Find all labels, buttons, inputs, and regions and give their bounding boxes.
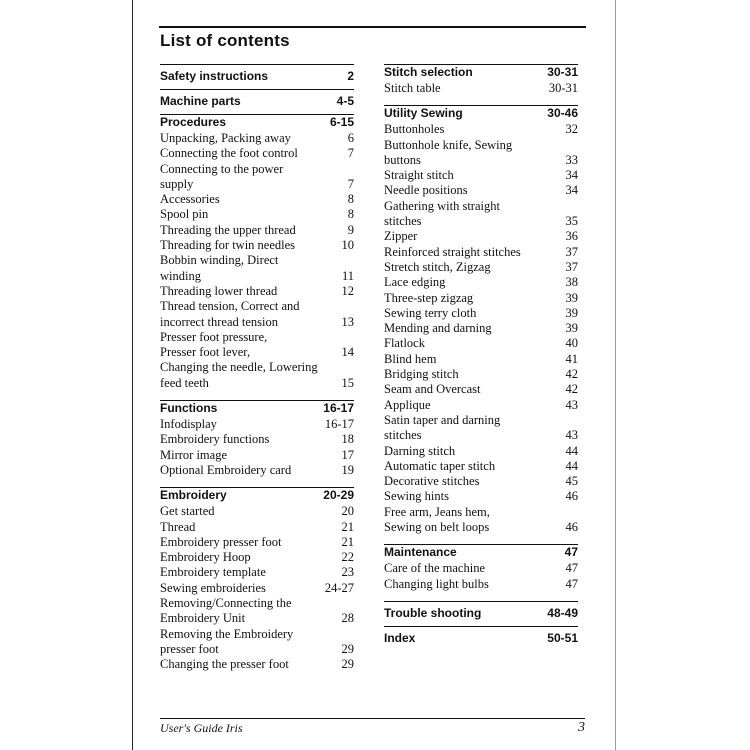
entry-page: 20 <box>341 504 354 519</box>
section-heading-title: Machine parts <box>160 94 241 108</box>
entry-page: 28 <box>341 611 354 626</box>
entry-page: 7 <box>347 146 354 161</box>
entry-page: 39 <box>565 321 578 336</box>
contents-entry <box>384 367 578 382</box>
contents-entry <box>160 177 354 192</box>
entry-text: Presser foot pressure, <box>160 329 268 344</box>
section-heading <box>384 105 578 122</box>
section-heading <box>384 601 578 626</box>
section-heading-title: Embroidery <box>160 488 227 503</box>
entry-text: Sewing hints <box>384 489 449 504</box>
entry-text: winding <box>160 268 201 283</box>
entry-text: Satin taper and darning <box>384 412 501 427</box>
entry-text: Threading the upper thread <box>160 222 296 237</box>
section-heading-title: Maintenance <box>384 545 457 560</box>
entry-page: 37 <box>565 244 578 259</box>
entry-text: Sewing embroideries <box>160 580 266 595</box>
entry-page: 42 <box>565 382 578 397</box>
entry-page: 18 <box>341 432 354 447</box>
entry-page: 44 <box>565 443 578 458</box>
entry-text: Darning stitch <box>384 443 456 458</box>
section-heading-title: Utility Sewing <box>384 106 463 121</box>
entry-text: Straight stitch <box>384 168 454 183</box>
contents-entry <box>384 428 578 443</box>
entry-page: 9 <box>347 222 354 237</box>
title-rule <box>159 26 586 28</box>
section-heading <box>160 89 354 114</box>
contents-entry <box>384 138 578 153</box>
entry-text: Care of the machine <box>384 561 485 576</box>
entry-text: Stretch stitch, Zigzag <box>384 259 491 274</box>
contents-entry <box>160 131 354 146</box>
section-heading-pages: 20-29 <box>323 488 354 503</box>
contents-entry <box>160 315 354 330</box>
section-heading-pages: 30-31 <box>547 65 578 79</box>
entry-text: Flatlock <box>384 336 425 351</box>
entry-text: Connecting to the power <box>160 161 284 176</box>
section-functions <box>160 400 354 487</box>
contents-entry <box>384 260 578 275</box>
entry-text: feed teeth <box>160 375 209 390</box>
contents-entry <box>160 463 354 478</box>
section-heading-pages: 2 <box>347 69 354 83</box>
entry-text: Mirror image <box>160 447 227 462</box>
entry-text: Threading for twin needles <box>160 238 296 253</box>
contents-entry <box>160 642 354 657</box>
entry-page: 39 <box>565 305 578 320</box>
entry-page: 29 <box>341 641 354 656</box>
section-heading-pages: 47 <box>564 545 578 560</box>
contents-entry <box>160 269 354 284</box>
section-heading-pages: 6-15 <box>329 115 354 129</box>
entry-page: 21 <box>341 519 354 534</box>
contents-entry <box>160 299 354 314</box>
contents-entry <box>384 505 578 520</box>
contents-entry <box>384 275 578 290</box>
section-heading <box>384 544 578 561</box>
entry-page: 8 <box>347 207 354 222</box>
contents-entry <box>160 550 354 565</box>
entry-page: 11 <box>341 268 354 283</box>
entry-page: 22 <box>341 550 354 565</box>
entry-text: Buttonholes <box>384 122 445 137</box>
entry-page: 12 <box>341 283 354 298</box>
contents-entry <box>160 345 354 360</box>
entry-page: 30-31 <box>548 81 578 95</box>
entry-text: Embroidery Hoop <box>160 550 251 565</box>
entry-text: Decorative stitches <box>384 474 480 489</box>
entry-text: Removing the Embroidery <box>160 626 294 641</box>
section-utility-sewing <box>384 105 578 544</box>
contents-entry <box>160 417 354 432</box>
entry-page: 24-27 <box>324 580 354 595</box>
entry-text: Bobbin winding, Direct <box>160 253 279 268</box>
contents-entry <box>160 207 354 222</box>
entry-text: Unpacking, Packing away <box>160 131 291 145</box>
entry-text: Buttonhole knife, Sewing <box>384 137 513 152</box>
entry-page: 47 <box>565 561 578 576</box>
entry-text: Reinforced straight stitches <box>384 244 521 259</box>
contents-entry <box>160 253 354 268</box>
entry-text: Accessories <box>160 192 220 207</box>
entry-text: Thread <box>160 519 196 534</box>
page-right-edge <box>615 0 616 750</box>
section-heading-pages: 48-49 <box>547 605 578 620</box>
contents-entry <box>160 627 354 642</box>
entry-page: 7 <box>347 176 354 191</box>
entry-text: stitches <box>384 214 422 229</box>
section-heading-pages: 30-46 <box>547 106 578 121</box>
entry-text: Mending and darning <box>384 321 492 336</box>
section-heading-title: Safety instructions <box>160 69 269 83</box>
page-footer <box>160 718 585 735</box>
entry-text: Get started <box>160 504 215 519</box>
entry-page: 33 <box>565 152 578 167</box>
contents-entry <box>384 199 578 214</box>
entry-page: 43 <box>565 428 578 443</box>
entry-page: 47 <box>565 576 578 591</box>
section-heading <box>384 64 578 81</box>
entry-text: Changing the presser foot <box>160 657 289 672</box>
section-heading-title: Trouble shooting <box>384 605 482 620</box>
entry-page: 6 <box>347 131 354 145</box>
contents-entry <box>160 535 354 550</box>
entry-text: incorrect thread tension <box>160 314 279 329</box>
entry-page: 34 <box>565 183 578 198</box>
contents-entry <box>384 306 578 321</box>
contents-entry <box>160 376 354 391</box>
entry-text: Seam and Overcast <box>384 382 481 397</box>
contents-entry <box>384 413 578 428</box>
entry-page: 8 <box>347 192 354 207</box>
contents-entry <box>384 153 578 168</box>
section-index <box>384 626 578 651</box>
entry-page: 40 <box>565 336 578 351</box>
section-safety-instructions <box>160 64 354 89</box>
entry-page: 19 <box>341 462 354 477</box>
entry-page: 36 <box>565 229 578 244</box>
section-heading-title: Stitch selection <box>384 65 473 79</box>
entry-text: Lace edging <box>384 275 446 290</box>
contents-entry <box>384 336 578 351</box>
entry-text: Embroidery functions <box>160 432 270 447</box>
entry-text: Threading lower thread <box>160 283 278 298</box>
entry-page: 38 <box>565 275 578 290</box>
contents-entry <box>384 398 578 413</box>
contents-entry <box>160 192 354 207</box>
section-heading-pages: 16-17 <box>323 401 354 416</box>
contents-right-column <box>384 64 578 651</box>
entry-text: Zipper <box>384 229 418 244</box>
section-heading-title: Index <box>384 630 416 645</box>
contents-entry <box>160 657 354 672</box>
entry-text: Three-step zigzag <box>384 290 474 305</box>
contents-entry <box>384 214 578 229</box>
entry-text: supply <box>160 176 194 191</box>
entry-page: 13 <box>341 314 354 329</box>
contents-entry <box>384 183 578 198</box>
entry-text: Gathering with straight <box>384 198 500 213</box>
contents-entry <box>384 489 578 504</box>
section-heading <box>160 487 354 504</box>
contents-entry <box>384 520 578 535</box>
section-heading <box>160 114 354 131</box>
entry-text: Changing the needle, Lowering <box>160 360 318 375</box>
entry-page: 39 <box>565 290 578 305</box>
entry-text: Removing/Connecting the <box>160 596 292 611</box>
entry-page: 17 <box>341 447 354 462</box>
section-stitch-selection <box>384 64 578 105</box>
section-trouble-shooting <box>384 601 578 626</box>
entry-page: 37 <box>565 259 578 274</box>
contents-entry <box>384 561 578 576</box>
entry-page: 45 <box>565 474 578 489</box>
contents-entry <box>160 504 354 519</box>
entry-page: 29 <box>341 657 354 672</box>
contents-entry <box>160 162 354 177</box>
section-heading-pages: 4-5 <box>336 94 354 108</box>
entry-text: Changing light bulbs <box>384 576 489 591</box>
contents-entry <box>384 459 578 474</box>
entry-page: 41 <box>565 351 578 366</box>
entry-page: 10 <box>341 238 354 253</box>
entry-text: Connecting the foot control <box>160 146 298 161</box>
entry-page: 16-17 <box>324 417 354 432</box>
contents-entry <box>160 223 354 238</box>
entry-text: Applique <box>384 397 431 412</box>
entry-text: Sewing terry cloth <box>384 305 477 320</box>
section-embroidery <box>160 487 354 681</box>
entry-text: presser foot <box>160 641 219 656</box>
contents-entry <box>384 229 578 244</box>
entry-text: Sewing on belt loops <box>384 520 490 535</box>
footer-page-number: 3 <box>578 720 585 735</box>
entry-page: 46 <box>565 520 578 535</box>
entry-text: Bridging stitch <box>384 367 459 382</box>
section-heading <box>160 64 354 89</box>
contents-entry <box>384 474 578 489</box>
entry-page: 34 <box>565 168 578 183</box>
entry-text: Thread tension, Correct and <box>160 299 300 314</box>
section-heading-pages: 50-51 <box>547 630 578 645</box>
contents-entry <box>384 122 578 137</box>
contents-left-column <box>160 64 354 682</box>
section-heading <box>160 400 354 417</box>
entry-text: buttons <box>384 152 421 167</box>
entry-page: 43 <box>565 397 578 412</box>
contents-entry <box>384 321 578 336</box>
section-procedures <box>160 114 354 400</box>
contents-entry <box>160 596 354 611</box>
entry-text: stitches <box>384 428 422 443</box>
entry-page: 44 <box>565 458 578 473</box>
contents-entry <box>160 146 354 161</box>
contents-entry <box>160 448 354 463</box>
contents-entry <box>384 352 578 367</box>
contents-entry <box>160 284 354 299</box>
section-maintenance <box>384 544 578 601</box>
contents-entry <box>160 360 354 375</box>
entry-text: Infodisplay <box>160 417 217 432</box>
entry-page: 23 <box>341 565 354 580</box>
entry-text: Needle positions <box>384 183 468 198</box>
entry-page: 42 <box>565 367 578 382</box>
contents-entry <box>384 444 578 459</box>
contents-entry <box>384 291 578 306</box>
contents-entry <box>160 330 354 345</box>
section-machine-parts <box>160 89 354 114</box>
contents-entry <box>384 577 578 592</box>
page-left-edge <box>132 0 133 750</box>
entry-text: Presser foot lever, <box>160 345 251 360</box>
contents-entry <box>160 565 354 580</box>
entry-text: Embroidery template <box>160 565 266 580</box>
footer-guide-title: User's Guide Iris <box>160 721 243 735</box>
entry-page: 15 <box>341 375 354 390</box>
contents-entry <box>384 245 578 260</box>
entry-text: Automatic taper stitch <box>384 458 496 473</box>
section-heading <box>384 626 578 651</box>
contents-entry <box>384 81 578 96</box>
page-title: List of contents <box>160 31 290 50</box>
entry-page: 32 <box>565 122 578 137</box>
contents-entry <box>384 168 578 183</box>
entry-text: Stitch table <box>384 81 441 95</box>
entry-text: Embroidery Unit <box>160 611 246 626</box>
contents-entry <box>160 581 354 596</box>
entry-text: Embroidery presser foot <box>160 534 282 549</box>
contents-entry <box>160 520 354 535</box>
entry-text: Spool pin <box>160 207 209 222</box>
contents-entry <box>384 382 578 397</box>
contents-entry <box>160 238 354 253</box>
entry-text: Free arm, Jeans hem, <box>384 504 490 519</box>
entry-page: 46 <box>565 489 578 504</box>
entry-text: Optional Embroidery card <box>160 462 292 477</box>
contents-entry <box>160 432 354 447</box>
entry-page: 35 <box>565 214 578 229</box>
section-heading-title: Functions <box>160 401 218 416</box>
section-heading-title: Procedures <box>160 115 227 129</box>
contents-entry <box>160 611 354 626</box>
entry-page: 14 <box>341 345 354 360</box>
entry-page: 21 <box>341 534 354 549</box>
entry-text: Blind hem <box>384 351 437 366</box>
